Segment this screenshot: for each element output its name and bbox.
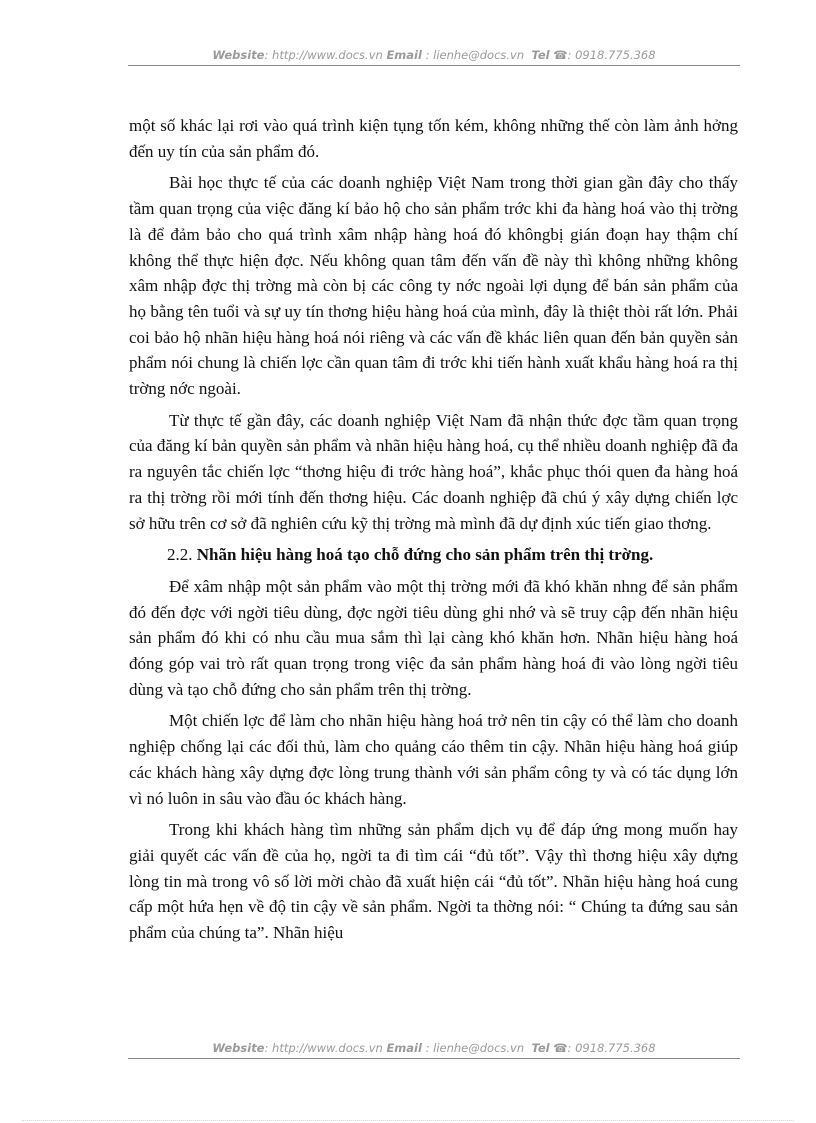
paragraph: Một chiến lợc để làm cho nhãn hiệu hàng hoá trở nên tin cậy có thể làm cho doanh nghiệp chống lại các đối thủ, làm cho quảng cáo thêm tin cậy. Nhãn hiệu hàng hoá giúp các khách hàng xây dựng đợc lòng trung thành với sản phẩm công ty và có tác dụng lớn vì nó luôn in sâu vào đầu óc khách hàng. (129, 711, 738, 808)
paragraph: Từ thực tế gần đây, các doanh nghiệp Việt Nam đã nhận thức đợc tầm quan trọng của đăng kí bản quyền sản phẩm và nhãn hiệu hàng hoá, cụ thể nhiều doanh nghiệp đã đa ra nguyên tắc chiến lợc “thơng hiệu đi trớc hàng hoá”, khắc phục thói quen đa hàng hoá ra thị trờng rồi mới tính đến thơng hiệu. Các doanh nghiệp đã chú ý xây dựng chiến lợc sở hữu trên cơ sở đã nghiên cứu kỹ thị trờng mà mình đã dự định xúc tiến giao thơng. (129, 410, 738, 533)
page-footer (128, 1041, 740, 1055)
page-edge-divider (22, 1120, 794, 1121)
phone-icon: ☎ (553, 1041, 568, 1055)
footer-tel-label: Tel (531, 1041, 550, 1055)
header-email-value: : lienhe@docs.vn (421, 48, 525, 62)
header-tel-label: Tel (531, 48, 550, 62)
footer-website-value: : http://www.docs.vn (264, 1041, 383, 1055)
header-divider (128, 65, 740, 66)
page-header (128, 48, 740, 62)
section-title: Nhãn hiệu hàng hoá tạo chỗ đứng cho sản phẩm trên thị trờng. (196, 545, 654, 565)
paragraph: Bài học thực tế của các doanh nghiệp Việt Nam trong thời gian gần đây cho thấy tầm quan trọng của việc đăng kí bảo hộ cho sản phẩm trớc khi đa hàng hoá vào thị trờng là để đảm bảo cho quá trình xâm nhập hàng hoá đó khôngbị gián đoạn hay thậm chí không thể thực hiện đợc. Nếu không quan tâm đến vấn đề này thì không những không xâm nhập đợc thị trờng mà còn bị các công ty nớc ngoài lợi dụng để bán sản phẩm của họ bằng tên tuổi và sự uy tín thơng hiệu hàng hoá của mình, đây là thiệt thòi rất lớn. Phải coi bảo hộ nhãn hiệu hàng hoá nói riêng và các vấn đề khác liên quan đến bản quyền sản phẩm nói chung là chiến lợc cần quan tâm đi trớc khi tiến hành xuất khẩu hàng hoá ra thị trờng nớc ngoài. (129, 173, 738, 399)
footer-email-label: Email (386, 1041, 422, 1055)
section-number: 2.2. (167, 545, 193, 565)
paragraph: Để xâm nhập một sản phẩm vào một thị trờng mới đã khó khăn nhng để sản phẩm đó đến đợc với ngời tiêu dùng, đợc ngời tiêu dùng ghi nhớ và sẽ truy cập đến nhãn hiệu sản phẩm đó khi có nhu cầu mua sắm thì lại càng khó khăn hơn. Nhãn hiệu hàng hoá đóng góp vai trò rất quan trọng trong việc đa sản phẩm hàng hoá đi vào lòng ngời tiêu dùng và tạo chỗ đứng cho sản phẩm trên thị trờng. (129, 576, 738, 699)
footer-email-value: : lienhe@docs.vn (421, 1041, 525, 1055)
footer-divider (128, 1058, 740, 1059)
paragraph: một số khác lại rơi vào quá trình kiện tụng tốn kém, không những thế còn làm ảnh hởng đến uy tín của sản phẩm đó. (129, 116, 738, 161)
header-website-value: : http://www.docs.vn (264, 48, 383, 62)
paragraph: Trong khi khách hàng tìm những sản phẩm dịch vụ để đáp ứng mong muốn hay giải quyết các vấn đề của họ, ngời ta đi tìm cái “đủ tốt”. Vậy thì thơng hiệu xây dựng lòng tin mà trong vô số lời mời chào đã xuất hiện cái “đủ tốt”. Nhãn hiệu hàng hoá cung cấp một hứa hẹn về độ tin cậy về sản phẩm. Ngời ta thờng nói: “ Chúng ta đứng sau sản phẩm của chúng ta”. Nhãn hiệu (129, 820, 738, 943)
header-tel-value: : 0918.775.368 (567, 48, 656, 62)
footer-website-label: Website (212, 1041, 265, 1055)
section-heading (129, 542, 738, 568)
document-body (129, 113, 738, 946)
header-email-label: Email (386, 48, 422, 62)
footer-tel-value: : 0918.775.368 (567, 1041, 656, 1055)
header-website-label: Website (212, 48, 265, 62)
phone-icon: ☎ (553, 48, 568, 62)
